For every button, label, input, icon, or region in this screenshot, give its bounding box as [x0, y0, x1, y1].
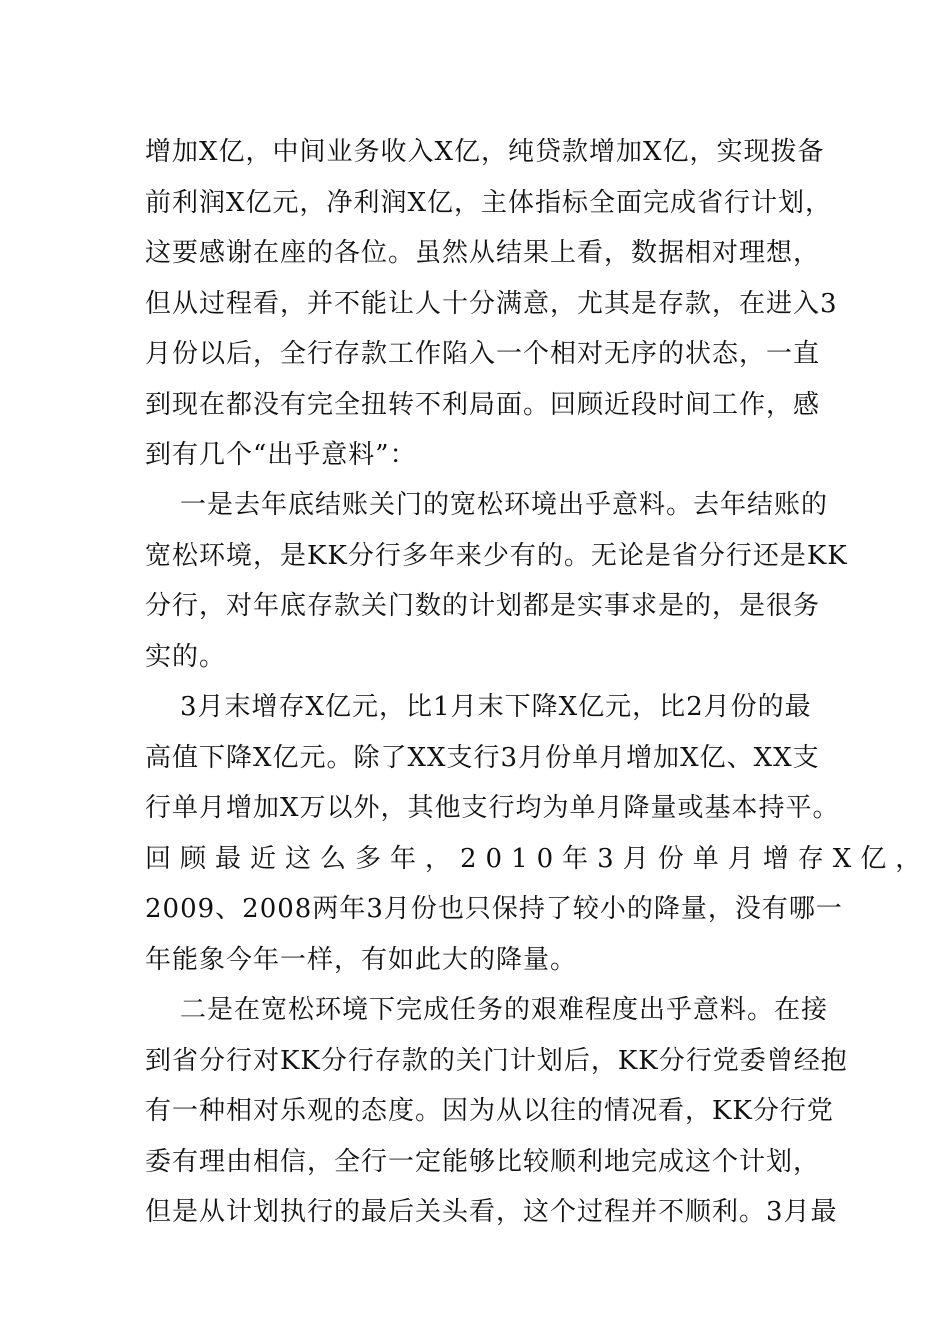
paragraph-line: 回顾最近这么多年，2010年3月份单月增存X亿，	[145, 844, 931, 874]
paragraph-line: 到省分行对KK分行存款的关门计划后，KK分行党委曾经抱	[145, 1046, 848, 1076]
paragraph-line: 但是从计划执行的最后关头看，这个过程并不顺利。3月最	[145, 1197, 838, 1227]
paragraph-line: 有一种相对乐观的态度。因为从以往的情况看，KK分行党	[145, 1096, 834, 1126]
paragraph-line: 二是在宽松环境下完成任务的艰难程度出乎意料。在接	[180, 995, 829, 1025]
paragraph-line: 增加X亿，中间业务收入X亿，纯贷款增加X亿，实现拨备	[145, 137, 825, 167]
paragraph-line: 年能象今年一样，有如此大的降量。	[145, 945, 578, 975]
paragraph-line: 3月末增存X亿元，比1月末下降X亿元，比2月份的最	[180, 692, 812, 722]
paragraph-line: 行单月增加X万以外，其他支行均为单月降量或基本持平。	[145, 793, 840, 823]
paragraph-line: 前利润X亿元，净利润X亿，主体指标全面完成省行计划，	[145, 188, 833, 218]
paragraph-line: 到现在都没有完全扭转不利局面。回顾近段时间工作，感	[145, 390, 821, 420]
paragraph-line: 但从过程看，并不能让人十分满意，尤其是存款，在进入3	[145, 289, 838, 319]
paragraph-line: 2009、2008两年3月份也只保持了较小的降量，没有哪一	[145, 894, 843, 924]
paragraph-line: 到有几个“出乎意料”：	[145, 440, 417, 470]
paragraph-line: 一是去年底结账关门的宽松环境出乎意料。去年结账的	[180, 490, 829, 520]
paragraph-line: 委有理由相信，全行一定能够比较顺利地完成这个计划，	[145, 1147, 821, 1177]
paragraph-line: 实的。	[145, 642, 227, 672]
paragraph-line: 高值下降X亿元。除了XX支行3月份单月增加X亿、XX支	[145, 743, 820, 773]
paragraph-line: 宽松环境，是KK分行多年来少有的。无论是省分行还是KK	[145, 541, 848, 571]
paragraph-line: 分行，对年底存款关门数的计划都是实事求是的，是很务	[145, 591, 821, 621]
paragraph-line: 这要感谢在座的各位。虽然从结果上看，数据相对理想，	[145, 238, 821, 268]
paragraph-line: 月份以后，全行存款工作陷入一个相对无序的状态，一直	[145, 339, 821, 369]
